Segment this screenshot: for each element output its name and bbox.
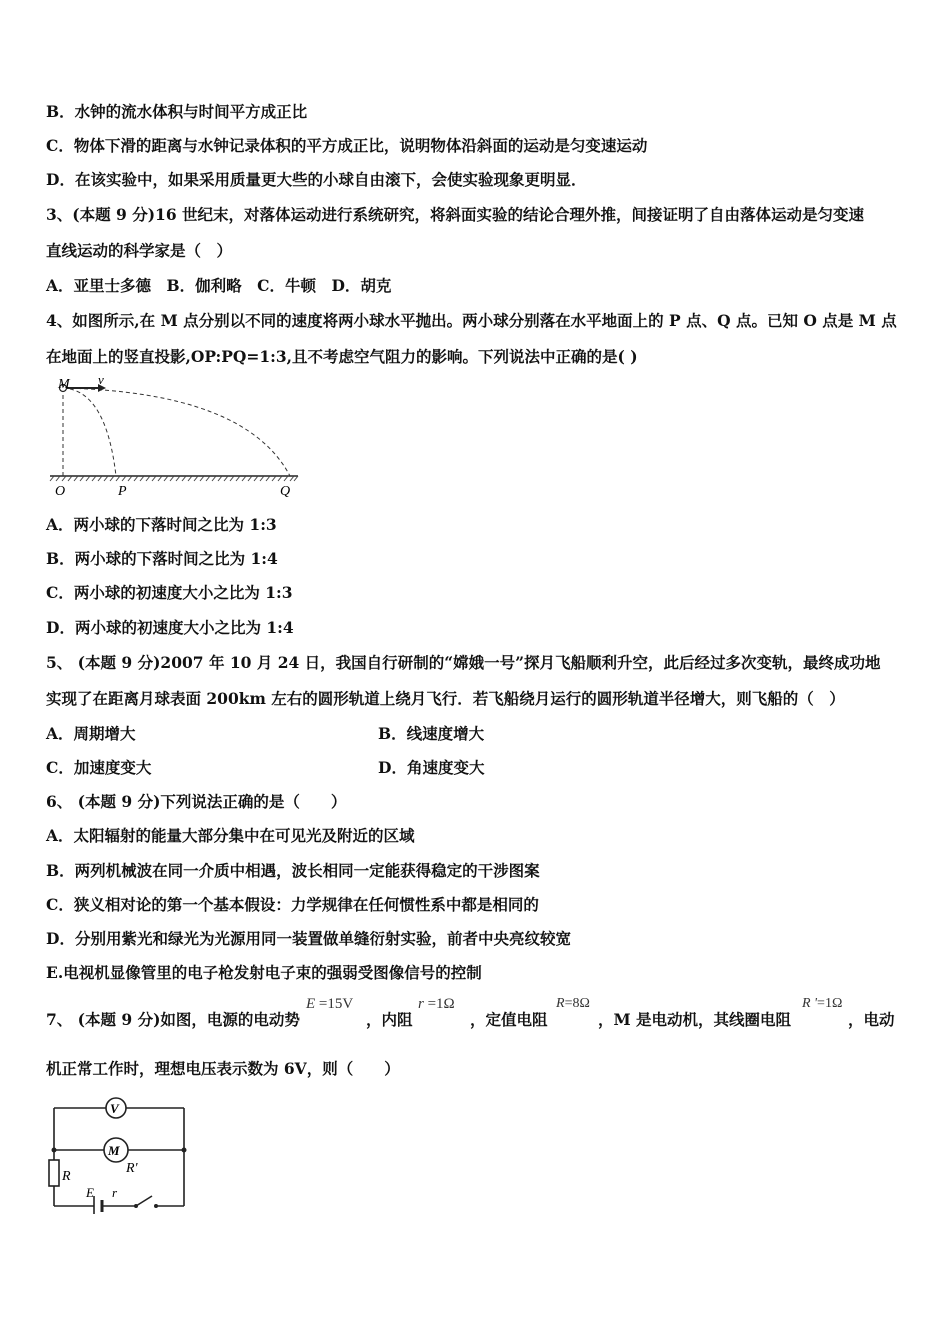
switch-blade <box>136 1196 152 1206</box>
r-value: =1Ω <box>423 996 455 1012</box>
q6-option-c: C．狭义相对论的第一个基本假设：力学规律在任何惯性系中都是相同的 <box>46 895 539 914</box>
q5-option-c: C．加速度变大 <box>46 758 152 777</box>
R-symbol: R <box>556 996 565 1011</box>
q3-stem-line-2: 直线运动的科学家是（ ） <box>46 241 233 260</box>
q4-option-a: A．两小球的下落时间之比为 1:3 <box>46 515 277 534</box>
q7-internal-resistance-formula <box>418 996 455 1013</box>
junction-right <box>182 1148 187 1153</box>
q4-option-c: C．两小球的初速度大小之比为 1:3 <box>46 583 293 602</box>
q7-resistor-formula <box>556 996 590 1012</box>
q7-stem-part-3: ，定值电阻 <box>470 1010 548 1029</box>
q5-option-b: B．线速度增大 <box>378 724 485 743</box>
R-value: =8Ω <box>564 996 590 1011</box>
label-o: O <box>55 484 66 499</box>
motor-label: M <box>108 1143 120 1158</box>
q2-option-c: C．物体下滑的距离与水钟记录体积的平方成正比，说明物体沿斜面的运动是匀变速运动 <box>46 136 648 155</box>
circuit-figure <box>44 1094 194 1214</box>
junction-left <box>52 1148 57 1153</box>
internal-resistance-label: r <box>112 1185 118 1200</box>
r-symbol: r <box>418 996 424 1012</box>
emf-value: =15V <box>315 996 354 1012</box>
q5-stem-line-2: 实现了在距离月球表面 200km 左右的圆形轨道上绕月飞行．若飞船绕月运行的圆形轨道半径增大，则飞船的（ ） <box>46 689 845 708</box>
q7-stem-part-1: 7、 (本题 9 分)如图，电源的电动势 <box>46 1010 300 1029</box>
q7-stem-part-4: ，M 是电动机，其线圈电阻 <box>598 1010 792 1029</box>
q5-option-a: A．周期增大 <box>46 724 136 743</box>
q2-option-b: B．水钟的流水体积与时间平方成正比 <box>46 102 308 121</box>
Rp-value: =1Ω <box>817 996 843 1011</box>
q6-option-a: A．太阳辐射的能量大部分集中在可见光及附近的区域 <box>46 826 415 845</box>
q7-stem-part-2: ，内阻 <box>366 1010 413 1029</box>
label-q: Q <box>280 484 291 499</box>
voltmeter-label: V <box>110 1101 119 1116</box>
Rp-symbol: R ' <box>802 996 818 1011</box>
q6-option-b: B．两列机械波在同一介质中相遇，波长相同一定能获得稳定的干涉图案 <box>46 861 540 880</box>
resistor-r <box>49 1160 59 1186</box>
q3-options: A．亚里士多德 B．伽利略 C．牛顿 D．胡克 <box>46 276 392 295</box>
q5-option-d: D．角速度变大 <box>378 758 485 777</box>
q4-option-d: D．两小球的初速度大小之比为 1:4 <box>46 618 294 637</box>
q7-emf-formula <box>306 996 353 1013</box>
q7-stem-line-2: 机正常工作时，理想电压表示数为 6V，则（ ） <box>46 1059 400 1078</box>
q5-stem-line-1: 5、 (本题 9 分)2007 年 10 月 24 日，我国自行研制的“嫦娥一号”探月飞船顺利升空，此后经过多次变轨，最终成功地 <box>46 653 881 672</box>
q7-coil-resistance-formula <box>802 996 842 1012</box>
q3-stem-line-1: 3、(本题 9 分)16 世纪末，对落体运动进行系统研究，将斜面实验的结论合理外推，间接证明了自由落体运动是匀变速 <box>46 205 864 224</box>
q6-option-d: D．分别用紫光和绿光为光源用同一装置做单缝衍射实验，前者中央亮纹较宽 <box>46 929 571 948</box>
q6-option-e: E.电视机显像管里的电子枪发射电子束的强弱受图像信号的控制 <box>46 963 482 982</box>
q2-option-d: D．在该实验中，如果采用质量更大些的小球自由滚下，会使实验现象更明显． <box>46 170 587 189</box>
q4-option-b: B．两小球的下落时间之比为 1:4 <box>46 549 278 568</box>
label-m: M <box>58 377 70 392</box>
q4-stem-line-1: 4、如图所示,在 M 点分别以不同的速度将两小球水平抛出。两小球分别落在水平地面上的 P 点、Q 点。已知 O 点是 M 点 <box>46 311 897 330</box>
switch-pivot <box>134 1204 138 1208</box>
label-p: P <box>118 484 127 499</box>
coil-resistance-label: R' <box>126 1161 138 1176</box>
q4-stem-line-2: 在地面上的竖直投影,OP:PQ=1:3,且不考虑空气阻力的影响。下列说法中正确的是( ) <box>46 347 638 366</box>
resistor-label: R <box>62 1169 71 1184</box>
switch-contact <box>154 1204 158 1208</box>
emf-symbol: E <box>306 996 316 1012</box>
projectile-figure <box>46 374 306 500</box>
q7-stem-part-5: ，电动 <box>848 1010 895 1029</box>
label-v: v <box>98 374 104 387</box>
q6-stem: 6、 (本题 9 分)下列说法正确的是（ ） <box>46 792 347 811</box>
trajectory-to-q <box>63 388 290 476</box>
trajectory-to-p <box>63 388 116 476</box>
emf-label: E <box>86 1185 94 1200</box>
